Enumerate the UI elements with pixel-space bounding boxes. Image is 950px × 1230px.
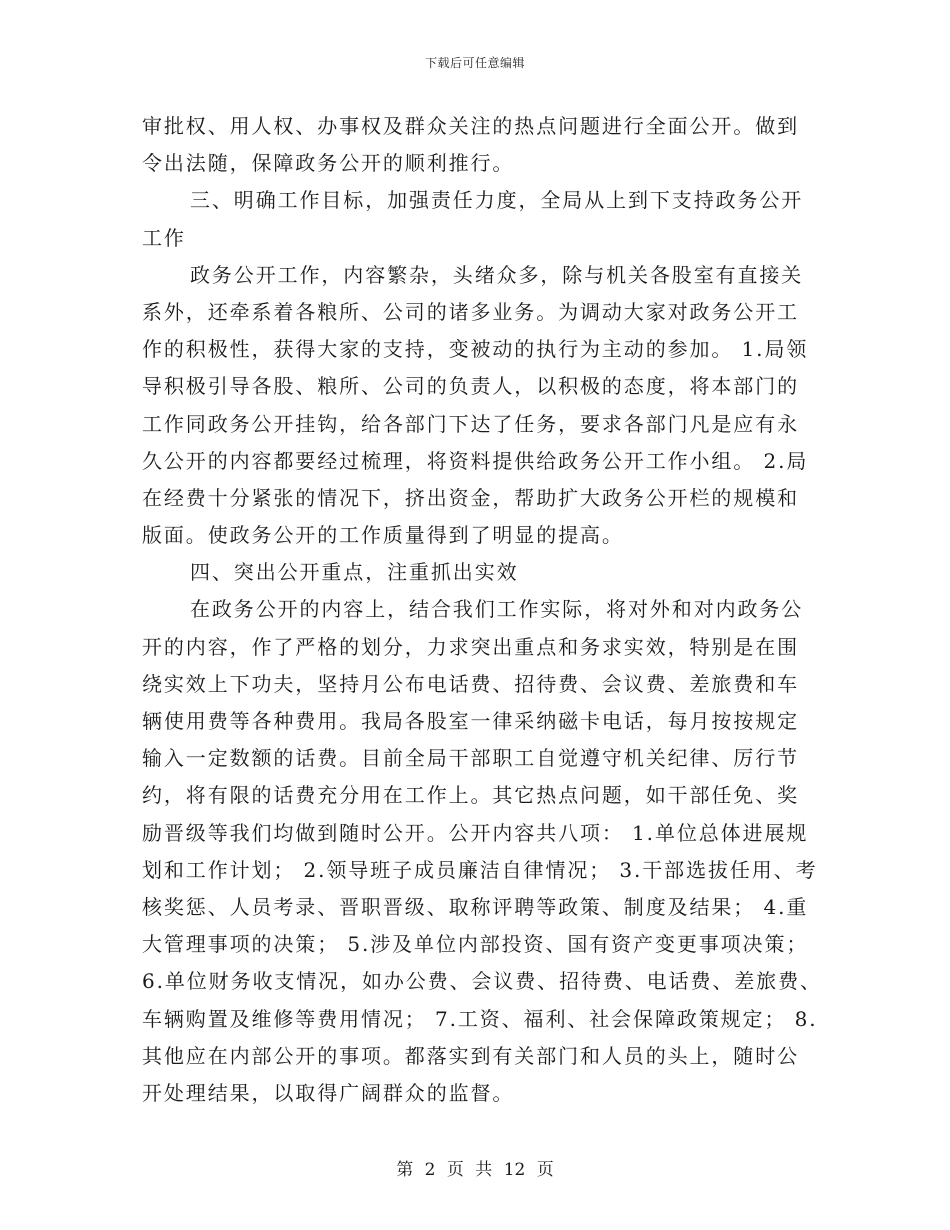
text-line: 其他应在内部公开的事项。都落实到有关部门和人员的头上，随时公: [142, 1043, 799, 1068]
text-line: 开处理结果，以取得广阔群众的监督。: [142, 1080, 515, 1105]
text-line: 输入一定数额的话费。目前全局干部职工自觉遵守机关纪律、厉行节: [142, 746, 799, 771]
text-line: 在政务公开的内容上，结合我们工作实际，将对外和对内政务公: [190, 597, 804, 622]
section-heading-3-continued: 工作: [142, 225, 186, 250]
document-body: [142, 108, 822, 1112]
text-line: 在经费十分紧张的情况下，挤出资金，帮助扩大政务公开栏的规模和: [142, 485, 799, 510]
page-header: 下载后可任意编辑: [424, 56, 525, 70]
text-line: 核奖惩、人员考录、晋职晋级、取称评聘等政策、制度及结果； 4.重: [142, 894, 809, 919]
text-line: 约，将有限的话费充分用在工作上。其它热点问题，如干部任免、奖: [142, 783, 799, 808]
section-heading-3: 三、明确工作目标，加强责任力度，全局从上到下支持政务公开: [190, 188, 804, 213]
text-line: 开的内容，作了严格的划分，力求突出重点和务求实效，特别是在围: [142, 634, 799, 659]
text-line: 久公开的内容都要经过梳理，将资料提供给政务公开工作小组。 2.局: [142, 448, 809, 473]
section-heading-4: 四、突出公开重点，注重抓出实效: [190, 560, 519, 585]
text-line: 划和工作计划； 2.领导班子成员廉洁自律情况； 3.干部选拔任用、考: [142, 857, 818, 882]
text-line: 工作同政务公开挂钩，给各部门下达了任务，要求各部门凡是应有永: [142, 411, 799, 436]
text-line: 令出法随，保障政务公开的顺利推行。: [142, 151, 515, 176]
text-line: 作的积极性，获得大家的支持，变被动的执行为主动的参加。 1.局领: [142, 337, 809, 362]
text-line: 导积极引导各股、粮所、公司的负责人，以积极的态度，将本部门的: [142, 374, 799, 399]
text-line: 政务公开工作，内容繁杂，头绪众多，除与机关各股室有直接关: [190, 262, 804, 287]
text-line: 版面。使政务公开的工作质量得到了明显的提高。: [142, 523, 624, 548]
text-line: 励晋级等我们均做到随时公开。公开内容共八项： 1.单位总体进展规: [142, 820, 809, 845]
text-line: 辆使用费等各种费用。我局各股室一律采纳磁卡电话，每月按按规定: [142, 709, 799, 733]
text-line: 6.单位财务收支情况，如办公费、会议费、招待费、电话费、差旅费、: [142, 969, 822, 994]
text-line: 大管理事项的决策； 5.涉及单位内部投资、国有资产变更事项决策；: [142, 932, 809, 957]
text-line: 审批权、用人权、办事权及群众关注的热点问题进行全面公开。做到: [142, 114, 799, 138]
text-line: 绕实效上下功夫，坚持月公布电话费、招待费、会议费、差旅费和车: [142, 671, 799, 696]
text-line: 车辆购置及维修等费用情况； 7.工资、福利、社会保障政策规定； 8.: [142, 1006, 818, 1031]
text-line: 系外，还牵系着各粮所、公司的诸多业务。为调动大家对政务公开工: [142, 299, 799, 324]
page-footer: 第 2 页 共 12 页: [396, 1160, 554, 1180]
